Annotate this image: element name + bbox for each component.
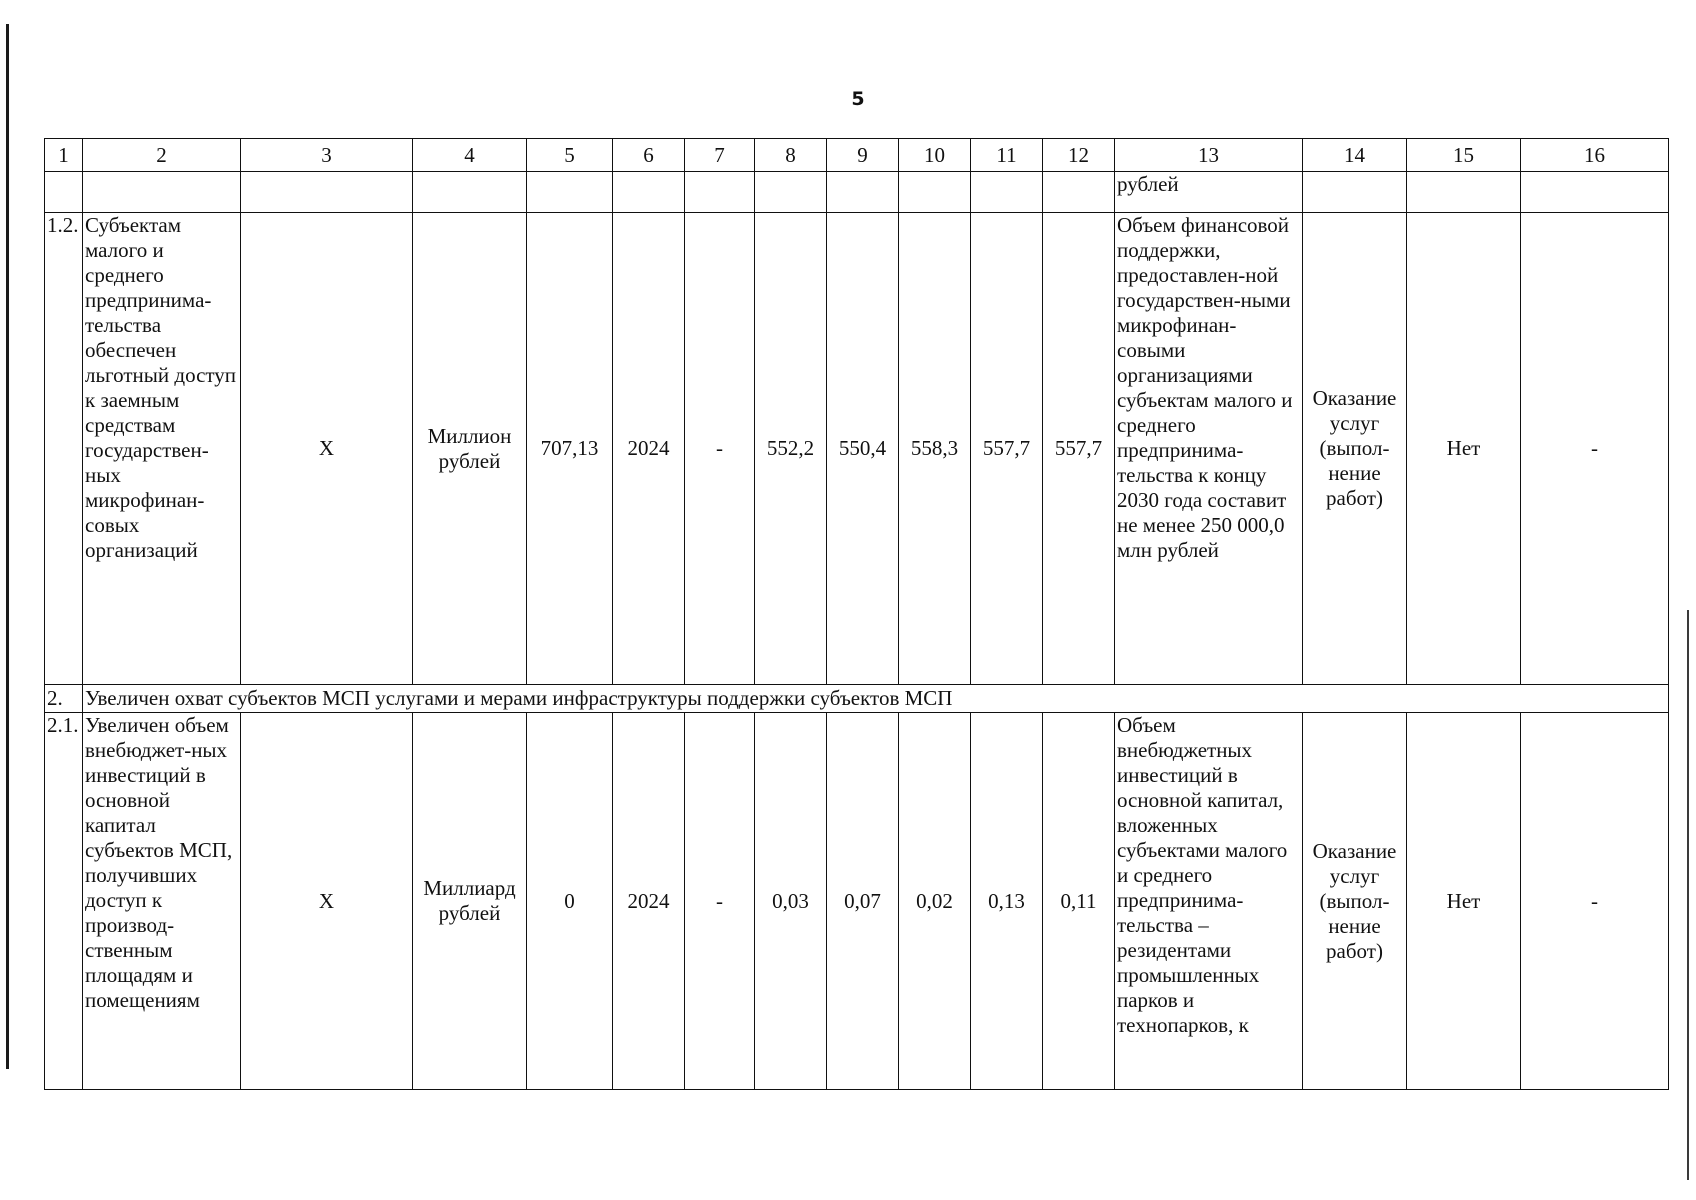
header-cell: 9 <box>827 139 899 172</box>
unit-cell: Миллиард рублей <box>413 713 527 1090</box>
table-row <box>45 713 1669 1090</box>
type-cell: Оказание услуг (выпол-нение работ) <box>1303 213 1407 685</box>
header-cell: 11 <box>971 139 1043 172</box>
header-cell: 1 <box>45 139 83 172</box>
base-value-cell: 0 <box>527 713 613 1090</box>
header-cell: 8 <box>755 139 827 172</box>
value-cell: 0,13 <box>971 713 1043 1090</box>
flag-cell: Нет <box>1407 213 1521 685</box>
scan-left-edge <box>6 24 9 1069</box>
value-cell: 558,3 <box>899 213 971 685</box>
value-cell: 557,7 <box>971 213 1043 685</box>
header-cell: 4 <box>413 139 527 172</box>
note-cell: - <box>1521 713 1669 1090</box>
row-number: 2.1. <box>45 713 83 1090</box>
section-number: 2. <box>45 685 83 713</box>
note-cell: - <box>1521 213 1669 685</box>
description-cell: рублей <box>1115 172 1303 213</box>
value-cell: 0,11 <box>1043 713 1115 1090</box>
header-cell: 7 <box>685 139 755 172</box>
header-row <box>45 139 1669 172</box>
x-mark-cell: Х <box>241 213 413 685</box>
result-name-cell: Увеличен объем внебюджет-ных инвестиций в основной капитал субъектов МСП, получивших доступ к производ-ственным площадям и помещениям <box>83 713 241 1090</box>
header-cell: 15 <box>1407 139 1521 172</box>
value-cell: 550,4 <box>827 213 899 685</box>
flag-cell: Нет <box>1407 713 1521 1090</box>
table-row-continuation <box>45 172 1669 213</box>
header-cell: 13 <box>1115 139 1303 172</box>
section-title: Увеличен охват субъектов МСП услугами и мерами инфраструктуры поддержки субъектов МСП <box>83 685 1669 713</box>
value-cell: 0,03 <box>755 713 827 1090</box>
value-cell: 552,2 <box>755 213 827 685</box>
description-cell: Объем финансовой поддержки, предоставлен-ной государствен-ными микрофинан-совыми организациями субъектам малого и среднего предпринима-тельства к концу 2030 года составит не менее 250 000,0 млн рублей <box>1115 213 1303 685</box>
header-cell: 12 <box>1043 139 1115 172</box>
value-cell: - <box>685 213 755 685</box>
scan-right-edge <box>1687 610 1689 1180</box>
unit-cell: Миллион рублей <box>413 213 527 685</box>
header-cell: 5 <box>527 139 613 172</box>
x-mark-cell: Х <box>241 713 413 1090</box>
row-number: 1.2. <box>45 213 83 685</box>
description-cell: Объем внебюджетных инвестиций в основной капитал, вложенных субъектами малого и среднего предпринима-тельства – резидентами промышленных парков и технопарков, к <box>1115 713 1303 1090</box>
value-cell: 557,7 <box>1043 213 1115 685</box>
value-cell: - <box>685 713 755 1090</box>
header-cell: 6 <box>613 139 685 172</box>
result-name-cell: Субъектам малого и среднего предпринима-тельства обеспечен льготный доступ к заемным средствам государствен-ных микрофинан-совых организаций <box>83 213 241 685</box>
base-year-cell: 2024 <box>613 713 685 1090</box>
page-number: 5 <box>851 88 865 110</box>
value-cell: 0,07 <box>827 713 899 1090</box>
table-row <box>45 213 1669 685</box>
section-row <box>45 685 1669 713</box>
value-cell: 0,02 <box>899 713 971 1090</box>
header-cell: 10 <box>899 139 971 172</box>
header-cell: 2 <box>83 139 241 172</box>
indicators-table <box>44 138 1669 1090</box>
header-cell: 3 <box>241 139 413 172</box>
base-year-cell: 2024 <box>613 213 685 685</box>
header-cell: 14 <box>1303 139 1407 172</box>
type-cell: Оказание услуг (выпол-нение работ) <box>1303 713 1407 1090</box>
header-cell: 16 <box>1521 139 1669 172</box>
base-value-cell: 707,13 <box>527 213 613 685</box>
